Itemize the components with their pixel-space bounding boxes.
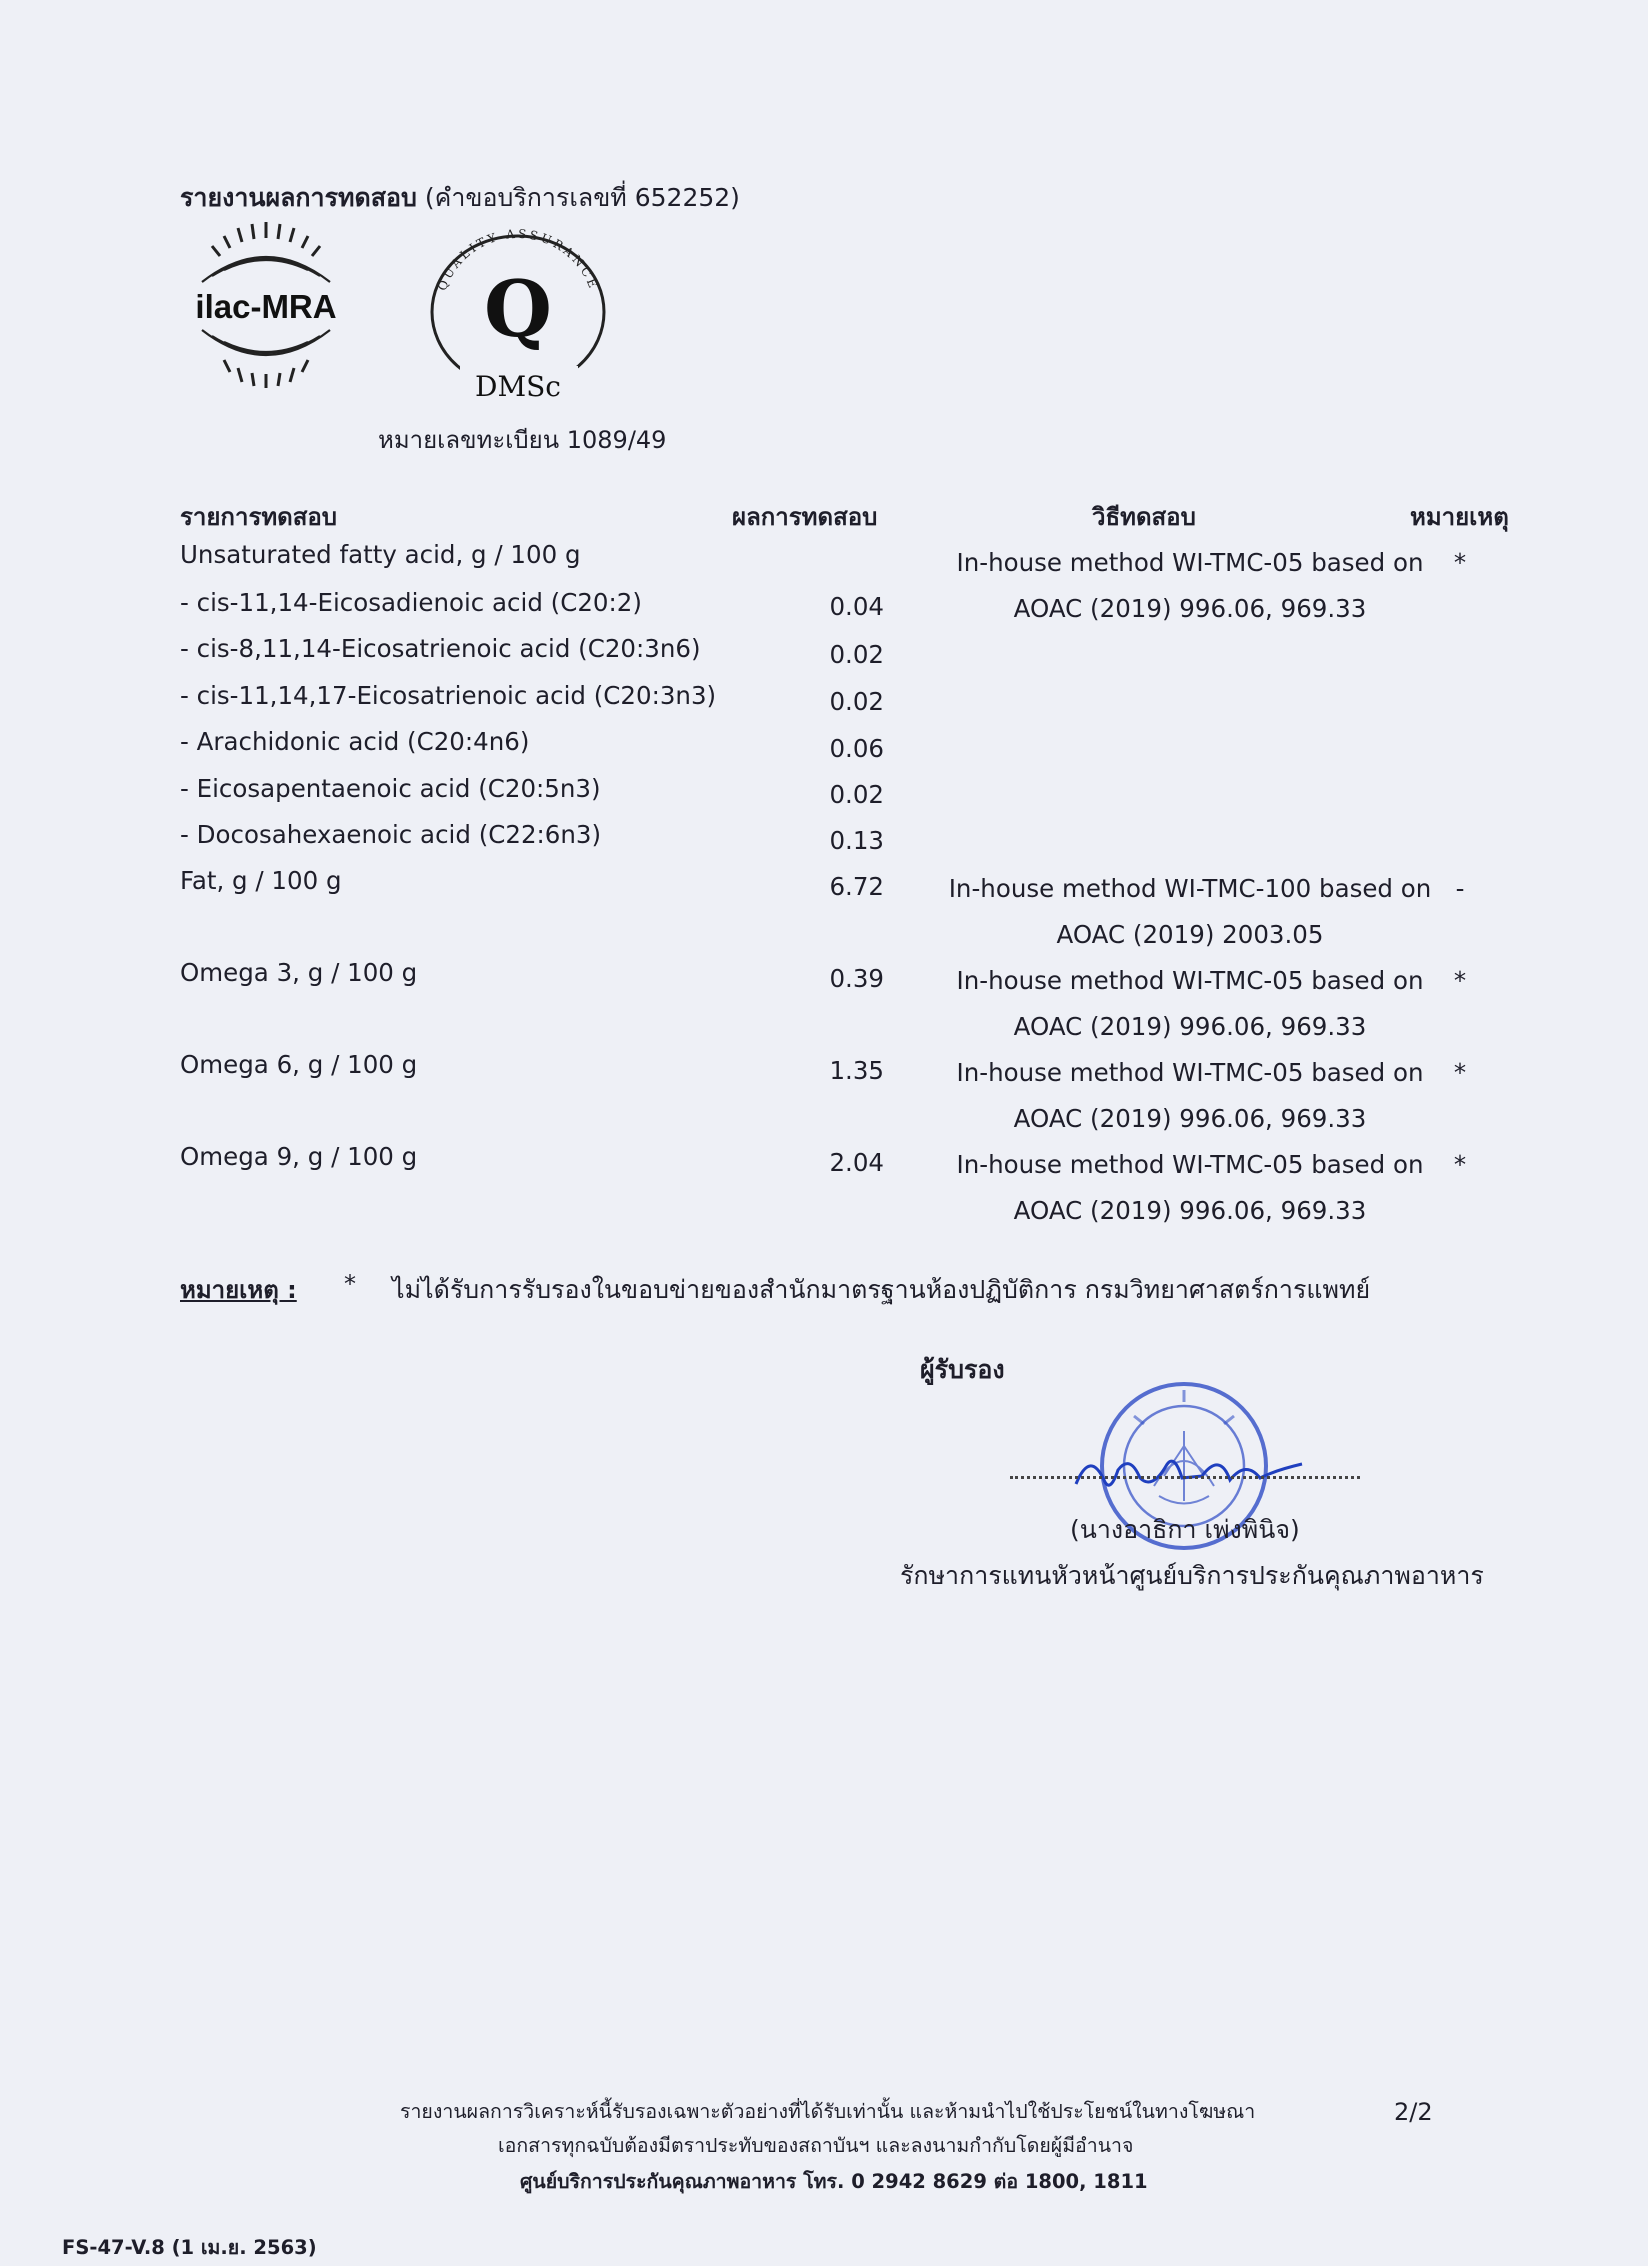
test-result: 0.39 [829,964,884,993]
test-method: In-house method WI-TMC-05 based on [956,966,1424,995]
ilac-logo-text: ilac-MRA [195,288,337,325]
form-code: FS-47-V.8 (1 เม.ย. 2563) [62,2236,317,2259]
test-item: Omega 6, g / 100 g [180,1050,418,1079]
test-item: - cis-8,11,14-Eicosatrienoic acid (C20:3n6) [180,634,701,663]
test-item: - cis-11,14,17-Eicosatrienoic acid (C20:3n3) [180,681,717,710]
signature-dotted-line [1010,1474,1360,1479]
test-remark: * [1453,548,1467,577]
note-asterisk: * [344,1270,356,1298]
test-item: - cis-11,14-Eicosadienoic acid (C20:2) [180,588,642,617]
test-remark: * [1453,1150,1467,1179]
signer-title: รักษาการแทนหัวหน้าศูนย์บริการประกันคุณภาพอาหาร [900,1561,1484,1590]
test-item: Omega 3, g / 100 g [180,958,418,987]
footer-contact: ศูนย์บริการประกันคุณภาพอาหาร โทร. 0 2942 8629 ต่อ 1800, 1811 [520,2170,1148,2193]
test-method: In-house method WI-TMC-05 based on [956,548,1424,577]
signer-name: (นางอาธิกา เพ่งพินิจ) [1070,1515,1300,1544]
test-method: AOAC (2019) 996.06, 969.33 [1013,594,1367,623]
test-method: In-house method WI-TMC-05 based on [956,1150,1424,1179]
footer-disclaimer: รายงานผลการวิเคราะห์นี้รับรองเฉพาะตัวอย่างที่ได้รับเท่านั้น และห้ามนำไปใช้ประโยชน์ในทางโฆษณา [400,2100,1256,2123]
test-remark: * [1453,1058,1467,1087]
test-method: AOAC (2019) 996.06, 969.33 [1013,1012,1367,1041]
test-item: - Eicosapentaenoic acid (C20:5n3) [180,774,601,803]
test-result: 1.35 [829,1056,884,1085]
test-method: AOAC (2019) 996.06, 969.33 [1013,1196,1367,1225]
note-label: หมายเหตุ : [180,1276,297,1304]
test-item: - Arachidonic acid (C20:4n6) [180,727,530,756]
test-result: 6.72 [829,872,884,901]
header-result: ผลการทดสอบ [732,503,878,531]
dmsc-quality-assurance-logo [420,218,620,410]
dmsc-logo-text: DMSc [475,370,561,403]
test-result: 0.13 [829,826,884,855]
signature-text: อาภิ...เพ่ง [1070,1440,1075,1441]
test-method: In-house method WI-TMC-05 based on [956,1058,1424,1087]
footer-stamp-requirement: เอกสารทุกฉบับต้องมีตราประทับของสถาบันฯ และลงนามกำกับโดยผู้มีอำนาจ [498,2134,1134,2157]
signature [1070,1440,1310,1500]
header-test-item: รายการทดสอบ [180,503,338,531]
header-remark: หมายเหตุ [1410,503,1509,531]
test-result: 0.06 [829,734,884,763]
test-result: 0.02 [829,780,884,809]
test-method: AOAC (2019) 996.06, 969.33 [1013,1104,1367,1133]
test-remark: * [1453,966,1467,995]
note-text: ไม่ได้รับการรับรองในขอบข่ายของสำนักมาตรฐานห้องปฏิบัติการ กรมวิทยาศาสตร์การแพทย์ [392,1275,1371,1304]
report-title-bold: รายงานผลการทดสอบ [180,183,417,212]
test-result: 0.02 [829,687,884,716]
ilac-mra-logo [172,212,360,400]
test-method: AOAC (2019) 2003.05 [1056,920,1324,949]
registration-number: หมายเลขทะเบียน 1089/49 [378,426,667,454]
test-item: Unsaturated fatty acid, g / 100 g [180,540,581,569]
test-result: 0.02 [829,640,884,669]
header-method: วิธีทดสอบ [1092,503,1196,531]
test-result: 2.04 [829,1148,884,1177]
certifier-label: ผู้รับรอง [920,1355,1005,1384]
test-remark: - [1455,874,1465,903]
test-method: In-house method WI-TMC-100 based on [948,874,1432,903]
test-result: 0.04 [829,592,884,621]
dmsc-logo-letter: Q [484,264,552,355]
test-item: Omega 9, g / 100 g [180,1142,418,1171]
test-item: Fat, g / 100 g [180,866,342,895]
dmsc-logo-arc-text: QUALITY ASSURANCE [434,226,602,293]
test-item: - Docosahexaenoic acid (C22:6n3) [180,820,602,849]
request-number: (คำขอบริการเลขที่ 652252) [416,183,740,212]
page-number: 2/2 [1394,2098,1433,2126]
